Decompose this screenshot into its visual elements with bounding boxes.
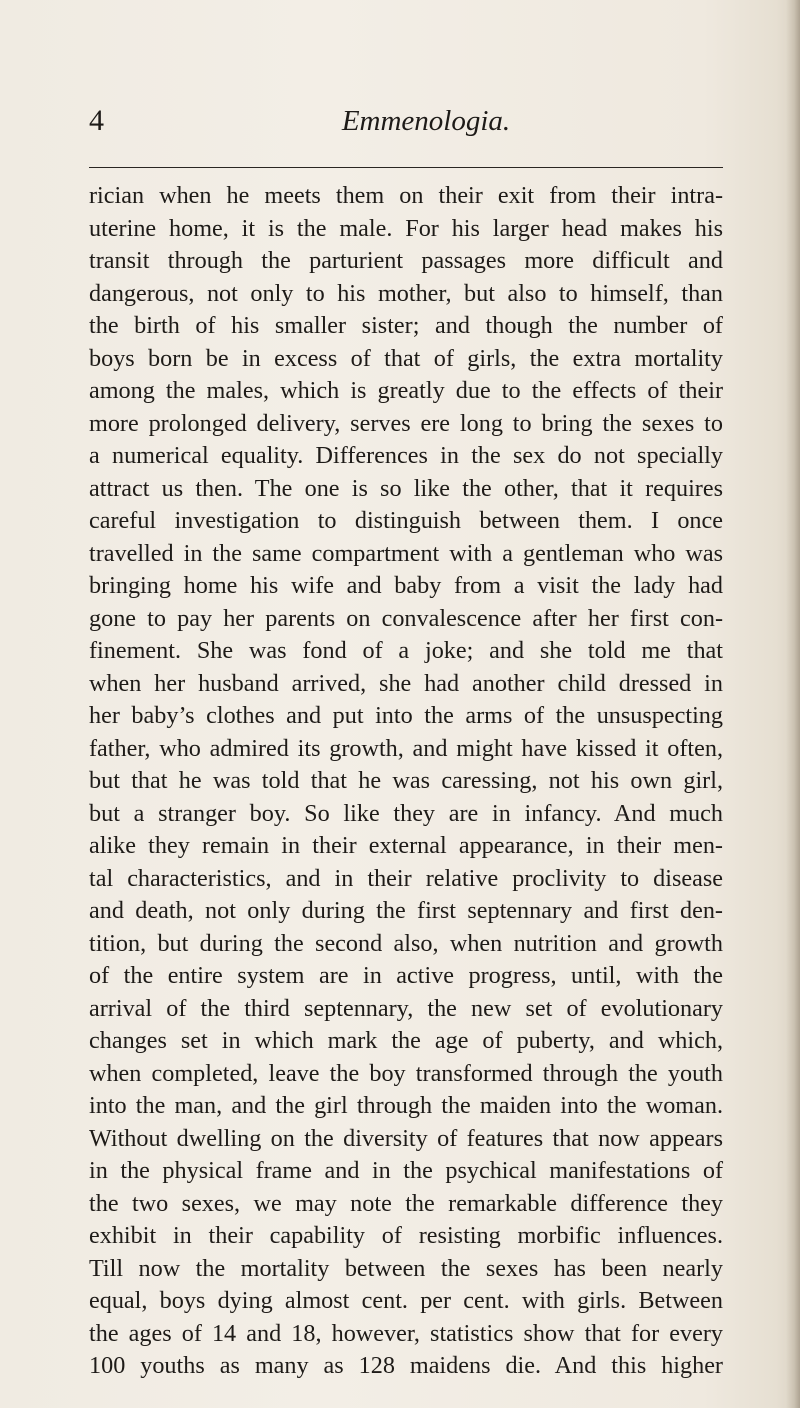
text-line: but a stranger boy. So like they are in infancy. And much	[89, 799, 723, 827]
text-line: exhibit in their capability of resisting morbific influences.	[89, 1222, 723, 1249]
text-line: and death, not only during the first septennary and first den-	[89, 897, 723, 924]
running-head	[89, 96, 723, 146]
text-line: tition, but during the second also, when nutrition and growth	[89, 929, 723, 957]
text-line: changes set in which mark the age of puberty, and which,	[89, 1027, 723, 1054]
text-line: arrival of the third septennary, the new set of evolutionary	[89, 994, 723, 1022]
text-line: finement. She was fond of a joke; and she told me that	[89, 637, 723, 664]
text-line: transit through the parturient passages more difficult and	[89, 247, 723, 274]
text-line: boys born be in excess of that of girls, the extra mortality	[89, 344, 723, 372]
text-line: alike they remain in their external appearance, in their men-	[89, 832, 723, 859]
text-line: more prolonged delivery, serves ere long to bring the sexes to	[89, 409, 723, 437]
text-line: her baby’s clothes and put into the arms of the unsuspecting	[89, 702, 723, 729]
text-line: the two sexes, we may note the remarkable difference they	[89, 1189, 723, 1217]
text-line: equal, boys dying almost cent. per cent. with girls. Between	[89, 1287, 723, 1314]
text-line: uterine home, it is the male. For his larger head makes his	[89, 214, 723, 242]
page-number: 4	[89, 104, 104, 137]
text-line: in the physical frame and in the psychical manifestations of	[89, 1157, 723, 1184]
text-line: when completed, leave the boy transformed through the youth	[89, 1059, 723, 1087]
text-line: dangerous, not only to his mother, but also to himself, than	[89, 279, 723, 307]
text-line: tal characteristics, and in their relative proclivity to disease	[89, 864, 723, 892]
text-line: careful investigation to distinguish between them. I once	[89, 507, 723, 534]
text-line: the birth of his smaller sister; and though the number of	[89, 312, 723, 339]
text-line: 100 youths as many as 128 maidens die. And this higher	[89, 1352, 723, 1379]
text-line: attract us then. The one is so like the other, that it requires	[89, 474, 723, 502]
text-line: bringing home his wife and baby from a visit the lady had	[89, 572, 723, 599]
body-text	[89, 180, 723, 1383]
text-line: father, who admired its growth, and might have kissed it often,	[89, 734, 723, 762]
text-line: of the entire system are in active progress, until, with the	[89, 962, 723, 989]
text-line: a numerical equality. Differences in the sex do not specially	[89, 442, 723, 469]
text-line: travelled in the same compartment with a gentleman who was	[89, 539, 723, 567]
running-title: Emmenologia.	[341, 105, 511, 137]
text-line: Till now the mortality between the sexes has been nearly	[89, 1254, 723, 1282]
page-edge-shadow	[786, 0, 800, 1408]
text-line: Without dwelling on the diversity of features that now appears	[89, 1124, 723, 1152]
text-line: gone to pay her parents on convalescence after her first con-	[89, 604, 723, 632]
header-rule	[89, 167, 723, 168]
text-line: among the males, which is greatly due to the effects of their	[89, 377, 723, 404]
text-line: but that he was told that he was caressing, not his own girl,	[89, 767, 723, 794]
text-line: rician when he meets them on their exit from their intra-	[89, 182, 723, 209]
text-line: into the man, and the girl through the maiden into the woman.	[89, 1092, 723, 1119]
text-line: when her husband arrived, she had another child dressed in	[89, 669, 723, 697]
text-line: the ages of 14 and 18, however, statistics show that for every	[89, 1319, 723, 1347]
